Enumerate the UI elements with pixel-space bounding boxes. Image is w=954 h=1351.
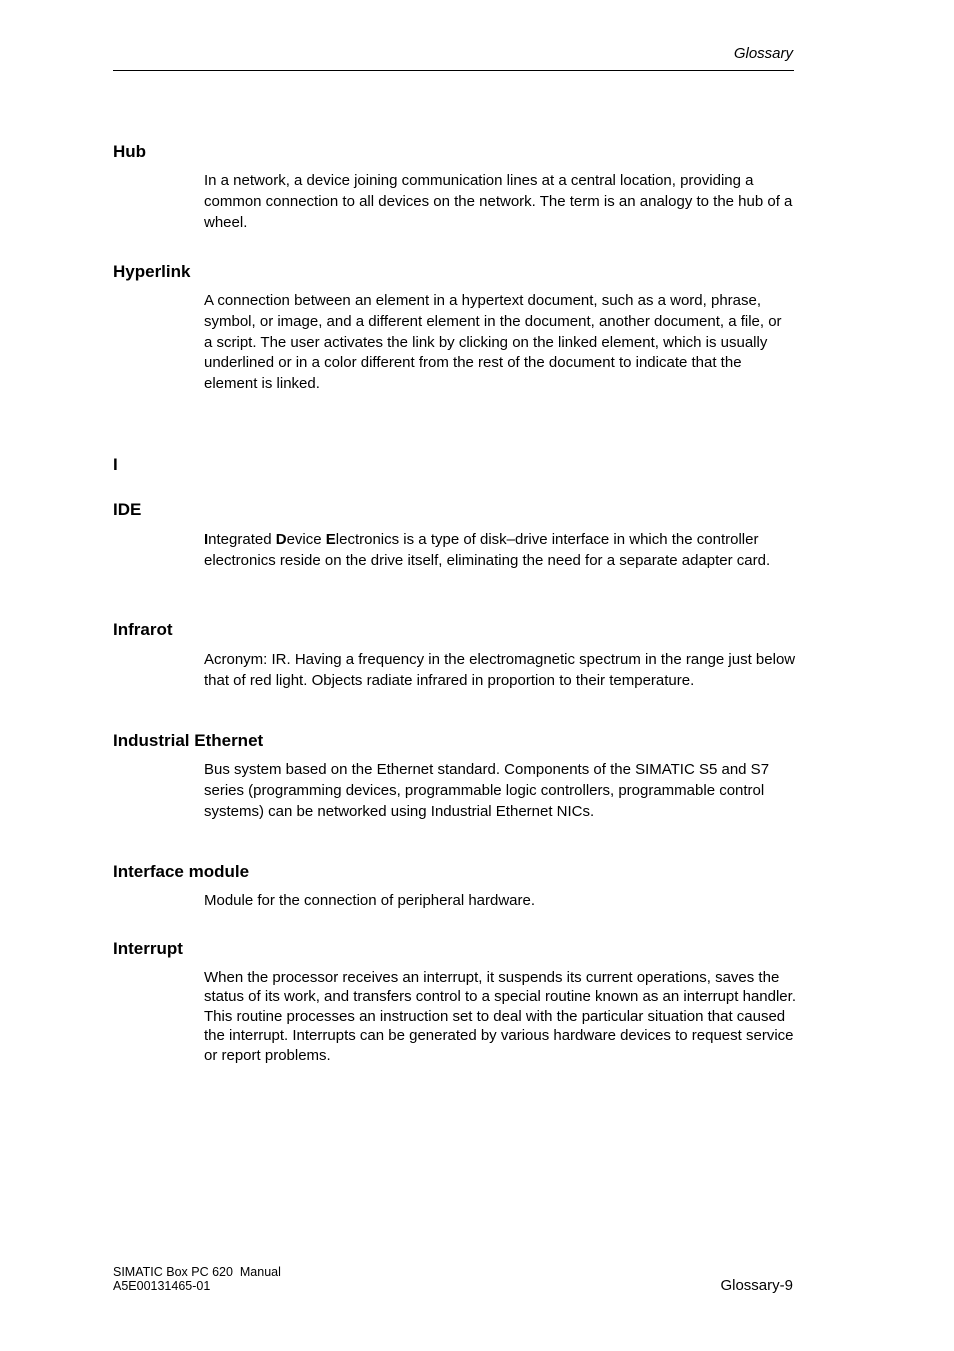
footer-page-number: Glossary-9 [720, 1277, 793, 1294]
term-hub: Hub [113, 142, 147, 161]
ide-text-3: lectronics is a type of disk–drive interface in which the controller electronics reside on the drive itself, eliminating the need for a separate adapter card. [204, 531, 771, 569]
letter-heading: I [113, 455, 118, 474]
running-header: Glossary [733, 45, 793, 62]
definition-interface-module: Module for the connection of peripheral hardware. [204, 892, 536, 909]
ide-letter-i: I [204, 531, 209, 548]
definition-interrupt: When the processor receives an interrupt, it suspends its current operations, saves the status of its work, and transfers control to a special routine known as an interrupt handler. This routine processes an instruction set to deal with the particular situation that caused the interrupt. Interrupts can be generated by various hardware devices to request service or report problems. [204, 969, 796, 1064]
term-industrial-ethernet: Industrial Ethernet [113, 731, 264, 750]
definition-industrial-ethernet: Bus system based on the Ethernet standard. Components of the SIMATIC S5 and S7 series (programming devices, programmable logic controllers, programmable control systems) can be networked using Industrial Ethernet NICs. [204, 761, 770, 820]
definition-ide [204, 530, 794, 572]
ide-text-2: evice [286, 531, 326, 548]
term-hyperlink: Hyperlink [113, 262, 191, 281]
definition-hyperlink: A connection between an element in a hypertext document, such as a word, phrase, symbol, or image, and a different element in the document, another document, a file, or a script. The user activates the link by clicking on the linked element, which is usually underlined or in a color different from the rest of the document to indicate that the element is linked. [204, 292, 782, 393]
term-infrarot: Infrarot [113, 620, 173, 639]
term-ide: IDE [113, 500, 142, 519]
ide-letter-e: E [325, 531, 336, 548]
term-interrupt: Interrupt [113, 939, 183, 958]
ide-letter-d: D [275, 531, 287, 548]
header-rule [113, 70, 794, 71]
ide-text-1: ntegrated [208, 531, 276, 548]
definition-infrarot: Acronym: IR. Having a frequency in the electromagnetic spectrum in the range just below that of red light. Objects radiate infrared in proportion to their temperature. [204, 651, 796, 689]
footer-manual-title: SIMATIC Box PC 620 Manual [113, 1265, 281, 1279]
term-interface-module: Interface module [113, 862, 250, 881]
footer-order-number: A5E00131465-01 [113, 1279, 211, 1293]
definition-hub: In a network, a device joining communication lines at a central location, providing a common connection to all devices on the network. The term is an analogy to the hub of a wheel. [204, 172, 793, 231]
footer-manual-info [113, 1265, 281, 1293]
